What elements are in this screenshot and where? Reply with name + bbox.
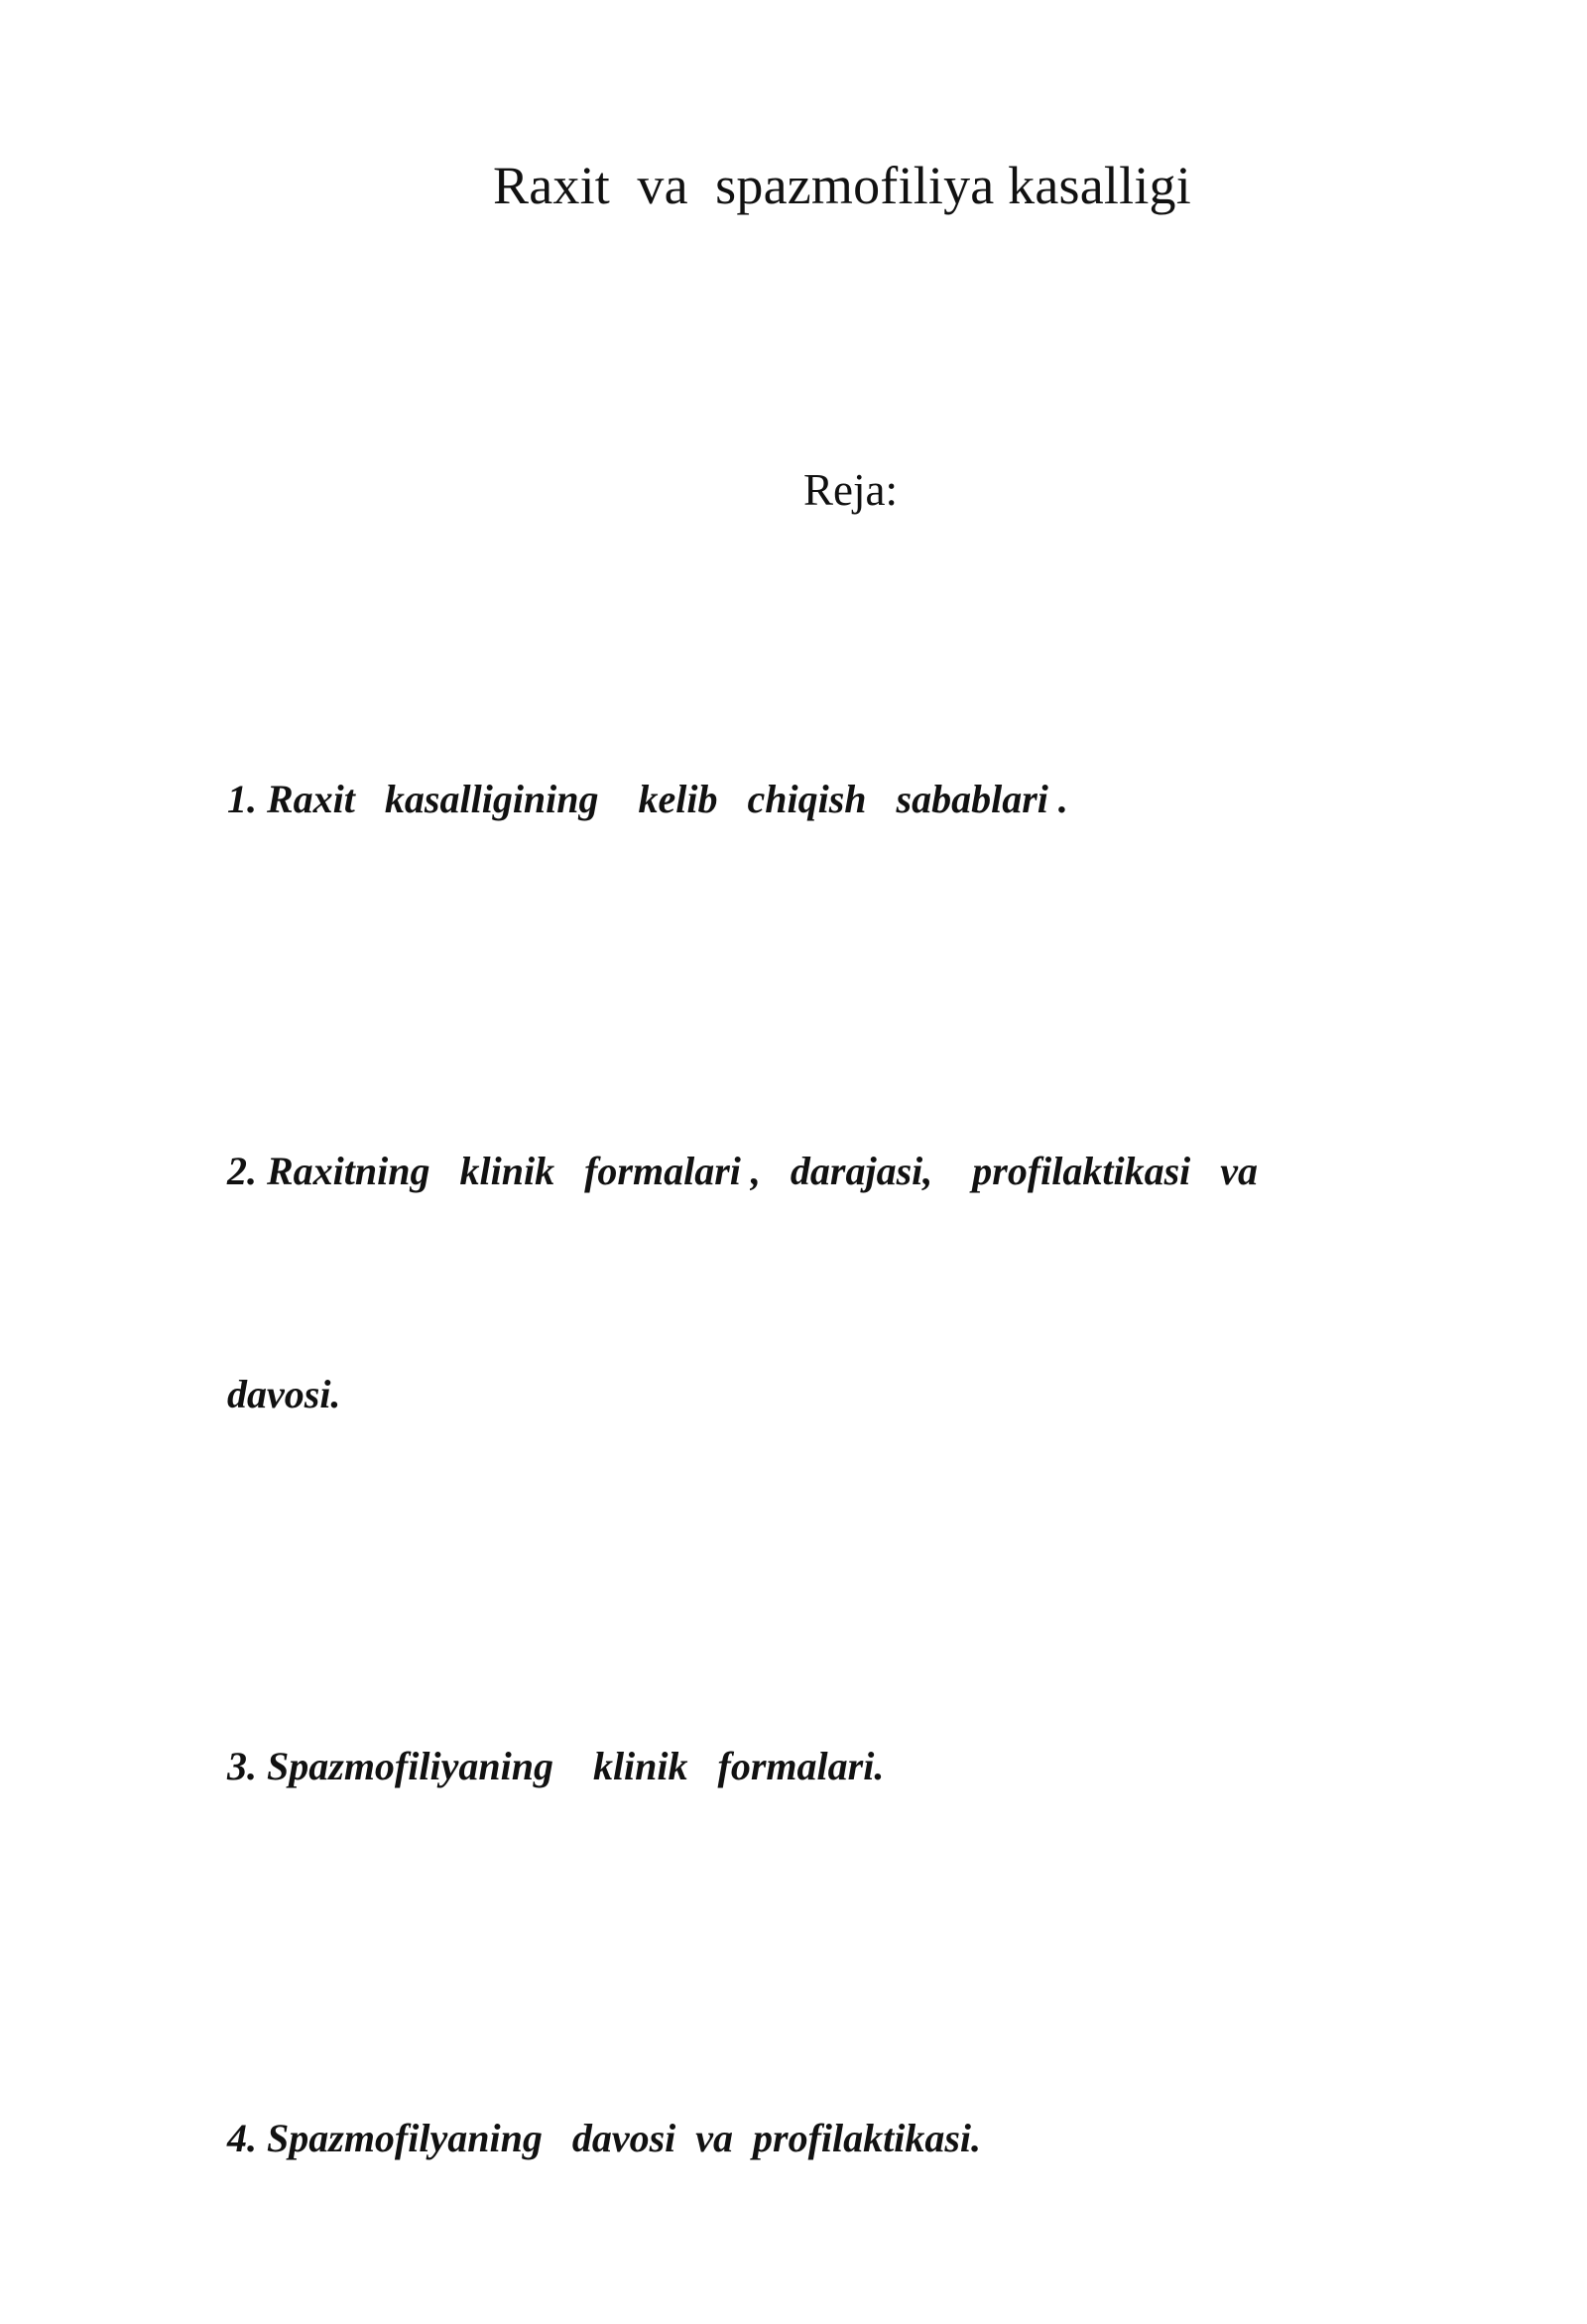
plan-list	[227, 613, 1358, 2324]
plan-item-4	[227, 1952, 1358, 2324]
plan-item-2	[227, 985, 1358, 1580]
plan-heading: Reja:	[803, 465, 898, 515]
document-title: Raxit va spazmofiliya kasalligi	[493, 156, 1191, 215]
plan-item-line: 1. Raxit kasalligining kelib chiqish sabablari .	[227, 777, 1068, 821]
plan-item-1	[227, 613, 1358, 985]
plan-item-line: 2. Raxitning klinik formalari , darajasi, profilaktikasi va	[227, 1149, 1259, 1193]
plan-item-line: davosi.	[227, 1372, 341, 1416]
plan-item-line: 4. Spazmofilyaning davosi va profilaktikasi.	[227, 2116, 982, 2160]
plan-item-line: 3. Spazmofiliyaning klinik formalari.	[227, 1744, 885, 1788]
plan-item-3	[227, 1580, 1358, 1952]
